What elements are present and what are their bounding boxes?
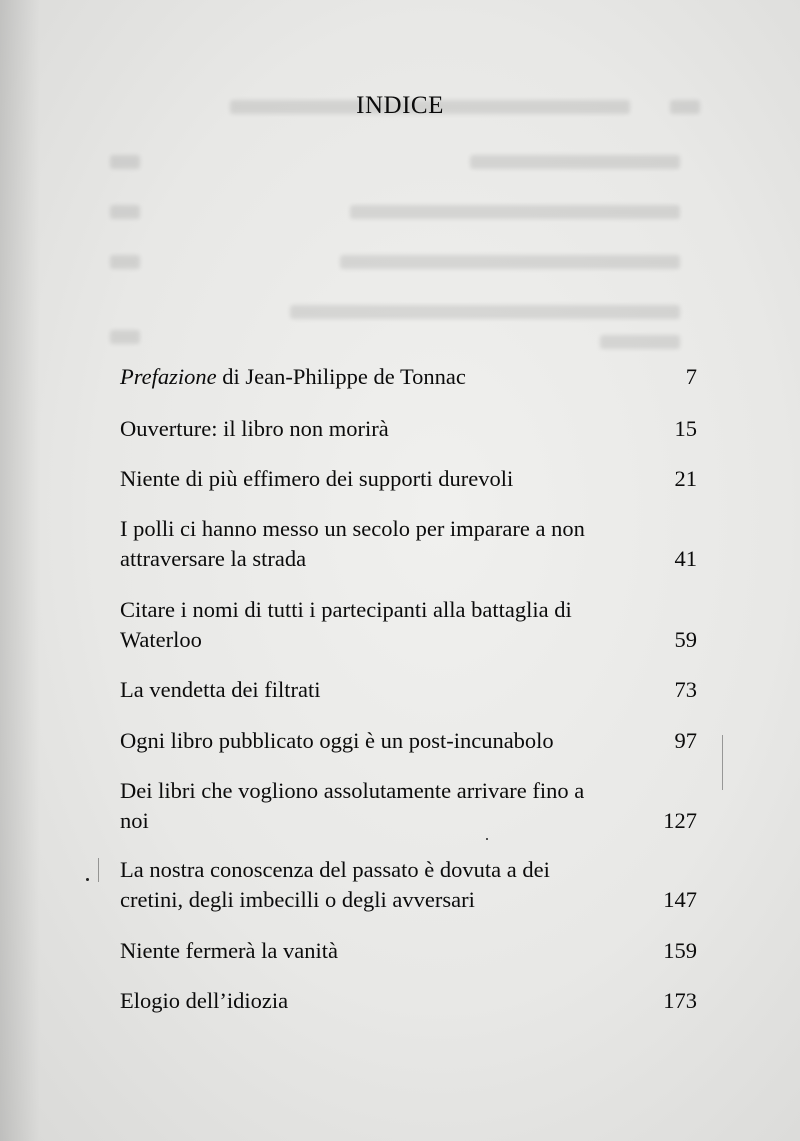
toc-entry-page: 147	[663, 887, 697, 912]
toc-entry	[120, 726, 697, 756]
toc-entry-page: 21	[674, 466, 697, 491]
scan-speck	[86, 878, 89, 881]
toc-entry-title: Niente di più effimero dei supporti durevoli	[120, 466, 514, 491]
bleed-line	[470, 155, 680, 169]
scan-artifact-line	[98, 858, 99, 882]
toc-entry-title: Citare i nomi di tutti i partecipanti alla battaglia di Waterloo	[120, 597, 572, 652]
toc-entry-page: 7	[685, 364, 697, 389]
bleed-line	[110, 155, 140, 169]
bleed-line	[110, 330, 140, 344]
toc-entry-title-prefix: Prefazione	[120, 364, 217, 389]
toc-entry-title: Ouverture: il libro non morirà	[120, 416, 389, 441]
toc-entry-title: Niente fermerà la vanità	[120, 938, 339, 963]
toc-entry-page: 41	[674, 546, 697, 571]
toc-entry-title: Elogio dell’idiozia	[120, 988, 289, 1013]
toc-entry-page: 73	[674, 677, 697, 702]
toc-entry	[120, 514, 697, 574]
toc-entry-title: La nostra conoscenza del passato è dovuta a dei cretini, degli imbecilli o degli avversari	[120, 857, 550, 912]
toc-entry-page: 97	[674, 728, 697, 753]
bleed-line	[350, 205, 680, 219]
toc-entry-page: 127	[663, 808, 697, 833]
bleed-line	[340, 255, 680, 269]
toc-entry-title: Dei libri che vogliono assolutamente arrivare fino a noi	[120, 778, 585, 833]
toc-entry-page: 59	[674, 627, 697, 652]
toc-entry	[120, 414, 697, 444]
toc-entry-title: Ogni libro pubblicato oggi è un post-incunabolo	[120, 728, 554, 753]
toc-entry	[120, 776, 697, 836]
scan-artifact-line	[722, 735, 723, 790]
scan-speck	[486, 838, 488, 840]
toc-entry	[120, 855, 697, 915]
toc-entry	[120, 675, 697, 705]
toc-entry-page: 159	[663, 938, 697, 963]
toc-entry-title: La vendetta dei filtrati	[120, 677, 321, 702]
bleed-line	[290, 305, 680, 319]
page-gutter-shadow	[0, 0, 40, 1141]
toc-entry-page: 173	[663, 988, 697, 1013]
bleed-line	[600, 335, 680, 349]
index-title: INDICE	[356, 92, 444, 119]
toc-entry	[120, 362, 697, 392]
toc-entry	[120, 464, 697, 494]
toc-entry	[120, 986, 697, 1016]
toc-entry-title: I polli ci hanno messo un secolo per imparare a non attraversare la strada	[120, 516, 585, 571]
toc-entry-title: Prefazione di Jean-Philippe de Tonnac	[120, 364, 466, 389]
bleed-line	[110, 205, 140, 219]
toc-entry	[120, 936, 697, 966]
toc-entry	[120, 595, 697, 655]
bleed-line	[110, 255, 140, 269]
bleed-through-shadow	[0, 0, 800, 400]
toc-entry-page: 15	[674, 416, 697, 441]
